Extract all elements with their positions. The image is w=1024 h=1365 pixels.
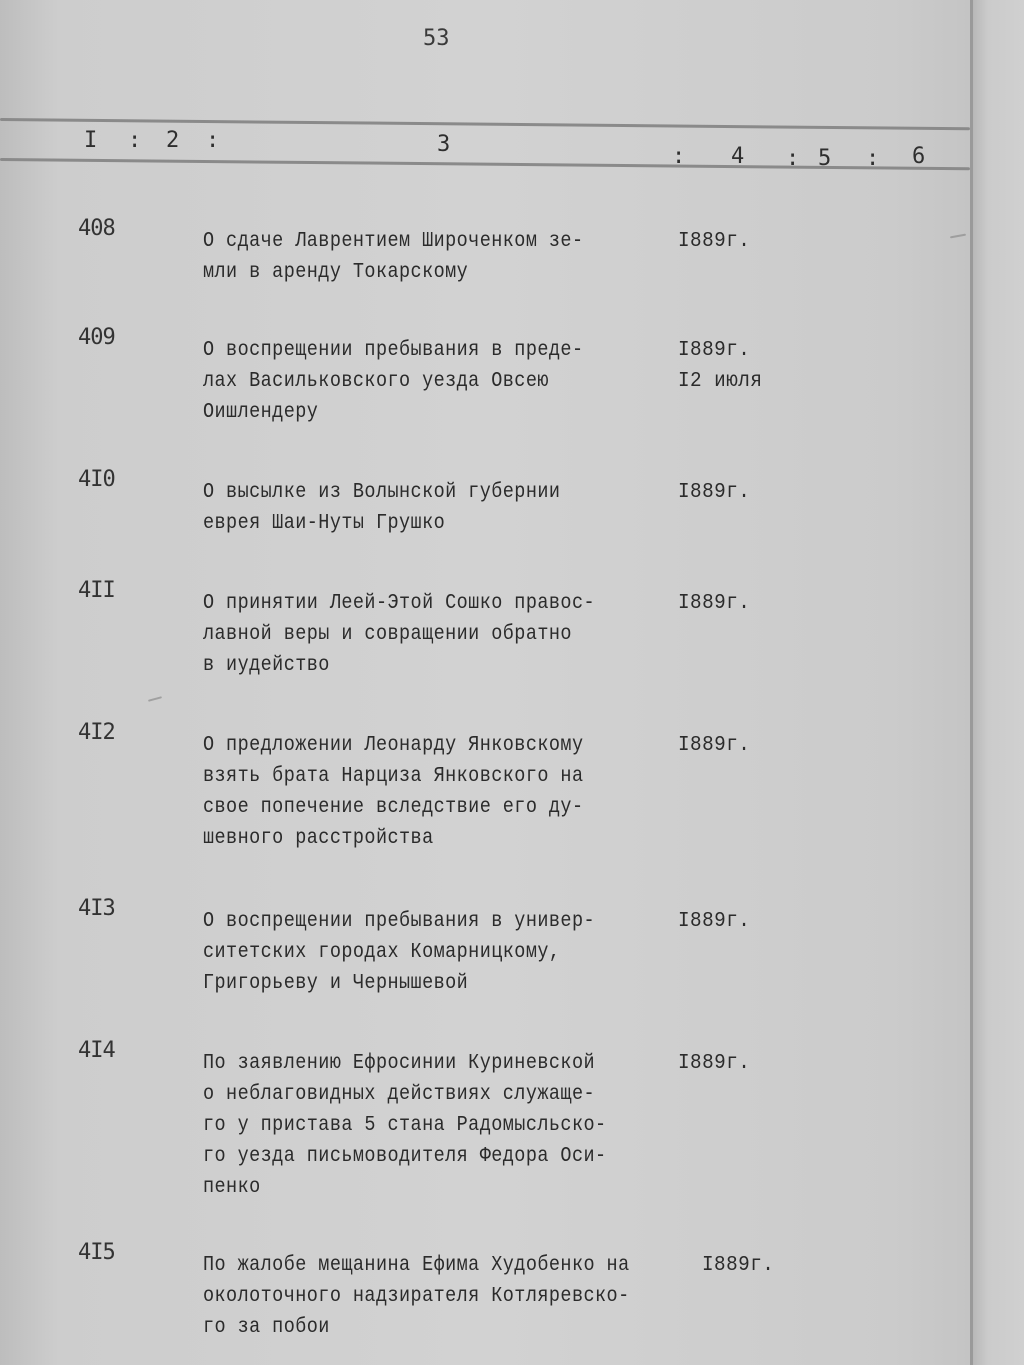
- entry-date: [678, 906, 757, 937]
- column-separator: :: [786, 146, 800, 171]
- entry-title-line: о неблаговидных действиях служаще-: [203, 1083, 596, 1106]
- entry-title-line: околоточного надзирателя Котляревско-: [203, 1285, 630, 1308]
- entry-title-line: пенко: [203, 1176, 261, 1199]
- entry-date-line: I889г.: [678, 734, 751, 757]
- entry-title-line: О предложении Леонарду Янковскому: [203, 734, 584, 757]
- entry-title-line: го уезда письмоводителя Федора Оси-: [203, 1145, 607, 1168]
- entry-number: 4I5: [78, 1240, 115, 1265]
- entry-title: [203, 1250, 723, 1343]
- column-separator: :: [206, 128, 220, 153]
- entry-title-line: мли в аренду Токарскому: [203, 261, 469, 284]
- entry-date: [678, 335, 770, 397]
- column-separator: :: [672, 144, 686, 169]
- entry-title-line: го у пристава 5 стана Радомысльско-: [203, 1114, 607, 1137]
- column-header-4: 4: [731, 144, 745, 169]
- column-header-5: 5: [818, 146, 832, 171]
- entry-title-line: ситетских городах Комарницкому,: [203, 941, 561, 964]
- entry-number: 4II: [78, 578, 115, 603]
- entry-number: 4I2: [78, 720, 115, 745]
- entry-date-line: I889г.: [678, 339, 751, 362]
- entry-number: 4I4: [78, 1038, 115, 1063]
- entry-date: [678, 588, 757, 619]
- entry-title: [203, 588, 673, 681]
- entry-date-line: I889г.: [702, 1254, 775, 1277]
- entry-title-line: взять брата Нарциза Янковского на: [203, 765, 584, 788]
- entry-date: [678, 226, 757, 257]
- entry-title-line: го за побои: [203, 1316, 330, 1339]
- entry-title-line: свое попечение вследствие его ду-: [203, 796, 584, 819]
- entry-title-line: лах Васильковского уезда Овсею: [203, 370, 549, 393]
- entry-title-line: в иудейство: [203, 654, 330, 677]
- entry-title-line: Григорьеву и Чернышевой: [203, 972, 469, 995]
- entry-number: 4I3: [78, 896, 115, 921]
- entry-title: [203, 730, 673, 854]
- entry-date-line: I2 июля: [678, 370, 763, 393]
- entry-number: 4I0: [78, 467, 115, 492]
- entry-number: 408: [78, 216, 115, 241]
- entry-title: [203, 477, 673, 539]
- entry-title: [203, 906, 673, 999]
- column-header-1: I: [84, 128, 98, 153]
- column-separator: :: [866, 146, 880, 171]
- entry-date-line: I889г.: [678, 592, 751, 615]
- entry-date-line: I889г.: [678, 481, 751, 504]
- entry-title-line: По жалобе мещанина Ефима Худобенко на: [203, 1254, 630, 1277]
- entry-number: 409: [78, 325, 115, 350]
- entry-title: [203, 226, 673, 288]
- entry-title-line: шевного расстройства: [203, 827, 434, 850]
- entry-title-line: О высылке из Волынской губернии: [203, 481, 561, 504]
- entry-title-line: О принятии Леей-Этой Сошко правос-: [203, 592, 596, 615]
- entry-title-line: О воспрещении пребывания в преде-: [203, 339, 584, 362]
- entry-date: [702, 1250, 781, 1281]
- adjacent-sheet: [973, 0, 1024, 1365]
- column-header-2: 2: [166, 128, 180, 153]
- column-header-6: 6: [912, 144, 926, 169]
- entry-date: [678, 477, 757, 508]
- entry-date: [678, 730, 757, 761]
- column-header-3: 3: [437, 132, 451, 157]
- entry-date-line: I889г.: [678, 910, 751, 933]
- entry-title-line: О воспрещении пребывания в универ-: [203, 910, 596, 933]
- entry-title-line: О сдаче Лаврентием Широченком зе-: [203, 230, 584, 253]
- entry-title: [203, 1048, 673, 1203]
- entry-title: [203, 335, 673, 428]
- entry-title-line: еврея Шаи-Нуты Грушко: [203, 512, 446, 535]
- page-number: 53: [423, 26, 450, 51]
- entry-title-line: Оишлендеру: [203, 401, 319, 424]
- entry-date: [678, 1048, 757, 1079]
- entry-title-line: лавной веры и совращении обратно: [203, 623, 572, 646]
- entry-date-line: I889г.: [678, 1052, 751, 1075]
- entry-title-line: По заявлению Ефросинии Куриневской: [203, 1052, 596, 1075]
- entry-date-line: I889г.: [678, 230, 751, 253]
- column-separator: :: [128, 128, 142, 153]
